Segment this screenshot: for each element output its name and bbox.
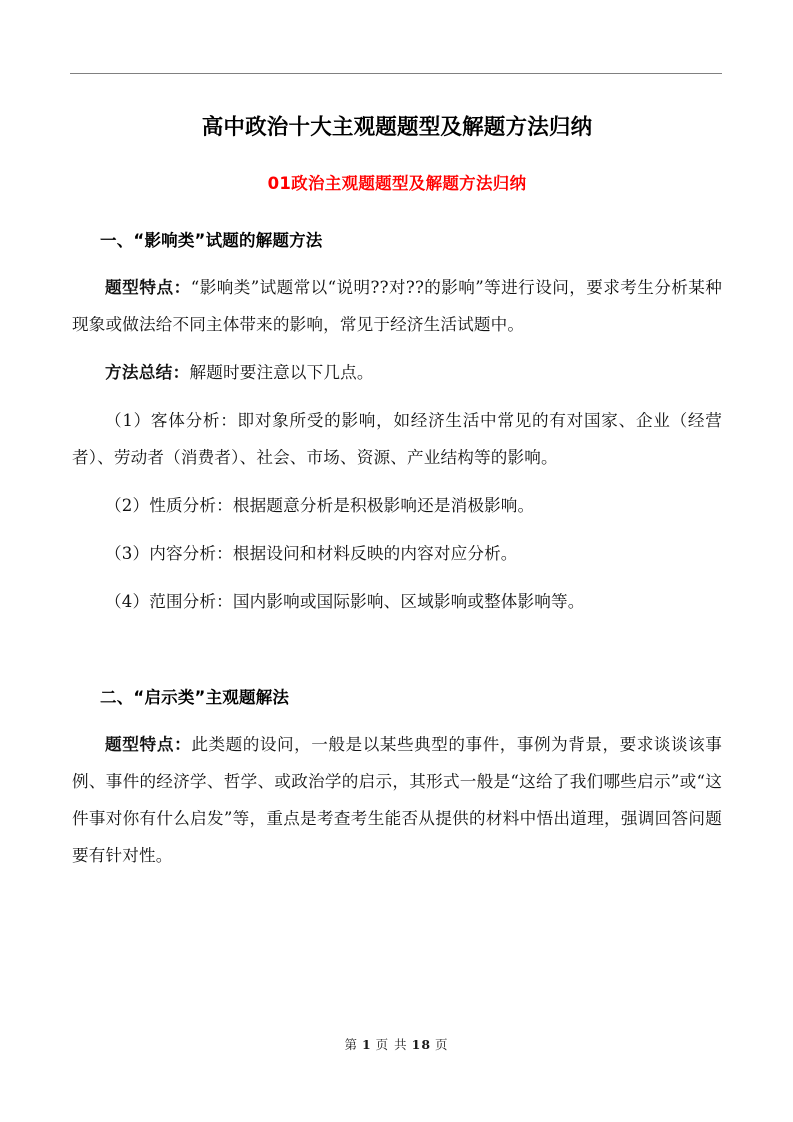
footer-prefix: 第 <box>344 1037 358 1052</box>
paragraph-text: （4）范围分析：国内影响或国际影响、区域影响或整体影响等。 <box>105 592 585 611</box>
page-title: 高中政治十大主观题题型及解题方法归纳 <box>201 115 593 140</box>
header-divider <box>70 73 722 74</box>
footer-total-pages: 18 <box>411 1037 432 1052</box>
list-item <box>72 572 722 620</box>
footer-current-page: 1 <box>361 1037 372 1052</box>
document-subtitle: 01政治主观题题型及解题方法归纳 <box>267 174 527 193</box>
list-item <box>72 391 722 476</box>
list-item <box>72 476 722 524</box>
list-item <box>72 524 722 572</box>
section-heading-2: 二、“启示类”主观题解法 <box>100 688 290 707</box>
section-gap <box>72 620 722 657</box>
document-body <box>72 96 722 874</box>
paragraph-lead: 方法总结： <box>105 363 190 382</box>
paragraph-text: （3）内容分析：根据设问和材料反映的内容对应分析。 <box>105 544 518 563</box>
paragraph-text: 此类题的设问，一般是以某些典型的事件，事例为背景，要求谈谈该事例、事件的经济学、哲学、或政治学的启示，其形式一般是“这给了我们哪些启示”或“这件事对你有什么启发”等，重点是考查考生能否从提供的材料中悟出道理，强调回答问题要有针对性。 <box>72 735 723 865</box>
paragraph <box>72 258 722 343</box>
paragraph-text: （1）客体分析：即对象所受的影响，如经济生活中常见的有对国家、企业（经营者）、劳动者（消费者）、社会、市场、资源、产业结构等的影响。 <box>72 411 722 467</box>
paragraph-text: “影响类”试题常以“说明??对??的影响”等进行设问，要求考生分析某种现象或做法给不同主体带来的影响，常见于经济生活试题中。 <box>72 278 723 334</box>
paragraph-text: 解题时要注意以下几点。 <box>189 363 374 382</box>
page-footer <box>0 1036 793 1054</box>
paragraph-lead: 题型特点： <box>105 278 191 297</box>
paragraph-lead: 题型特点： <box>105 735 192 754</box>
footer-middle: 页 共 <box>375 1037 408 1052</box>
footer-suffix: 页 <box>435 1037 449 1052</box>
paragraph <box>72 343 722 391</box>
page-header <box>0 0 793 80</box>
section-heading-1: 一、“影响类”试题的解题方法 <box>100 231 323 250</box>
paragraph-text: （2）性质分析：根据题意分析是积极影响还是消极影响。 <box>105 496 535 515</box>
paragraph <box>72 715 722 874</box>
